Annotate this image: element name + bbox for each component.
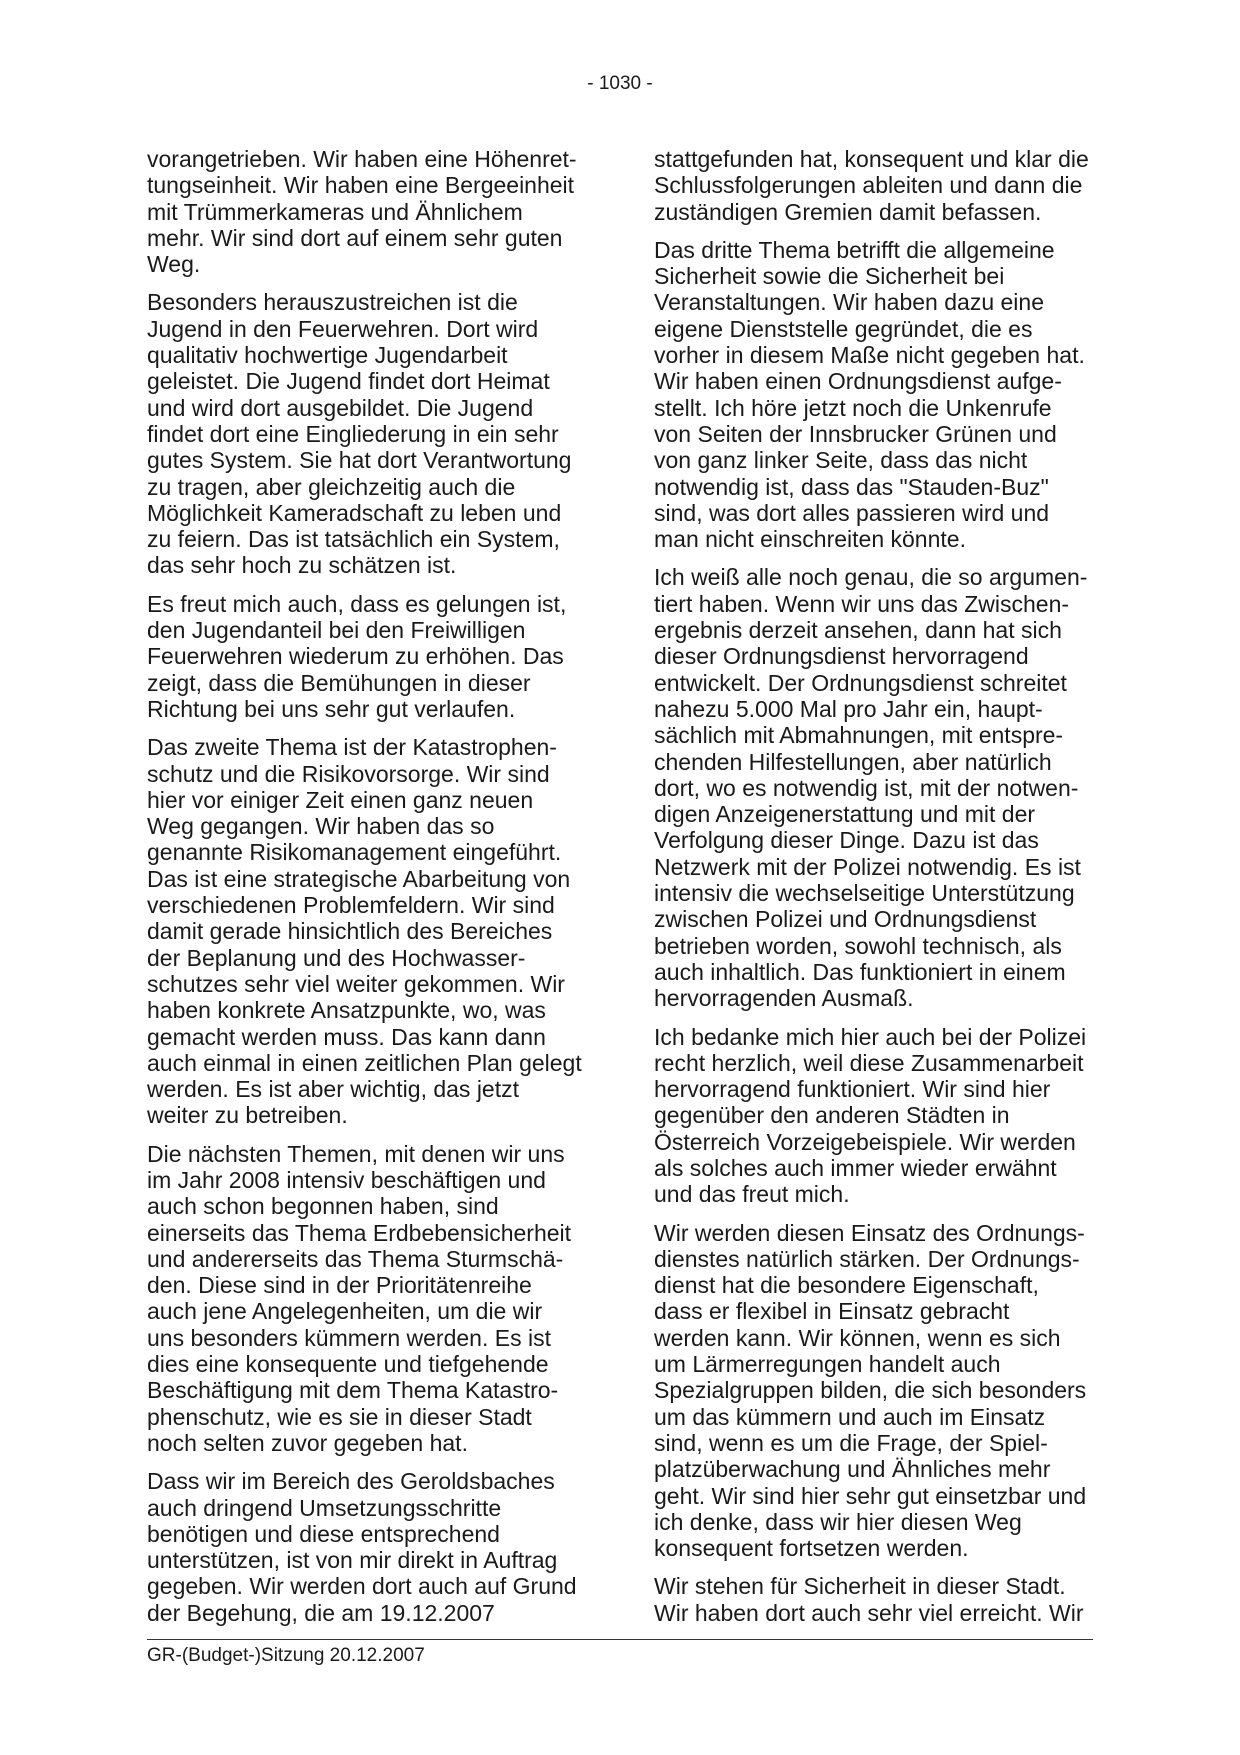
text-line: mehr. Wir sind dort auf einem sehr guten bbox=[147, 224, 563, 251]
text-line: zeigt, dass die Bemühungen in dieser bbox=[147, 669, 531, 696]
text-line: Weg. bbox=[147, 251, 201, 278]
text-line: geht. Wir sind hier sehr gut einsetzbar und bbox=[654, 1482, 1087, 1509]
text-line: notwendig ist, dass das "Stauden-Buz" bbox=[654, 473, 1049, 500]
text-line: werden kann. Wir können, wenn es sich bbox=[654, 1324, 1061, 1351]
text-line: Die nächsten Themen, mit denen wir uns bbox=[147, 1140, 565, 1167]
text-line: tungseinheit. Wir haben eine Bergeeinheit bbox=[147, 172, 575, 199]
text-line: zu tragen, aber gleichzeitig auch die bbox=[147, 473, 516, 500]
text-line: vorangetrieben. Wir haben eine Höhenret- bbox=[147, 146, 577, 172]
text-line: Ich weiß alle noch genau, die so argumen- bbox=[654, 564, 1088, 591]
text-line: Möglichkeit Kameradschaft zu leben und bbox=[147, 499, 562, 526]
text-line: Ich bedanke mich hier auch bei der Polizei bbox=[654, 1023, 1087, 1050]
text-line: stellt. Ich höre jetzt noch die Unkenrufe bbox=[654, 394, 1052, 421]
text-line: schutz und die Risikovorsorge. Wir sind bbox=[147, 760, 550, 787]
text-line: werden. Es ist aber wichtig, das jetzt bbox=[147, 1076, 519, 1103]
text-line: schutzes sehr viel weiter gekommen. Wir bbox=[147, 970, 565, 997]
text-line: zwischen Polizei und Ordnungsdienst bbox=[654, 906, 1037, 933]
text-line: dieser Ordnungsdienst hervorragend bbox=[654, 643, 1029, 670]
text-line: platzüberwachung und Ähnliches mehr bbox=[654, 1456, 1051, 1483]
text-line: um das kümmern und auch im Einsatz bbox=[654, 1403, 1046, 1430]
text-line: eigene Dienststelle gegründet, die es bbox=[654, 315, 1033, 342]
footer-divider bbox=[147, 1639, 1093, 1640]
text-line: Das zweite Thema ist der Katastrophen- bbox=[147, 734, 557, 761]
text-line: Wir haben dort auch sehr viel erreicht. Wir bbox=[654, 1599, 1084, 1626]
text-line: hier vor einiger Zeit einen ganz neuen bbox=[147, 786, 534, 813]
text-line: Sicherheit sowie die Sicherheit bei bbox=[654, 263, 1005, 290]
text-line: und das freut mich. bbox=[654, 1181, 850, 1208]
text-line: im Jahr 2008 intensiv beschäftigen und bbox=[147, 1166, 546, 1193]
text-line: dies eine konsequente und tiefgehende bbox=[147, 1351, 549, 1378]
text-line: stattgefunden hat, konsequent und klar die bbox=[654, 146, 1089, 172]
text-line: betrieben worden, sowohl technisch, als bbox=[654, 932, 1062, 959]
footer-text: GR-(Budget-)Sitzung 20.12.2007 bbox=[147, 1645, 425, 1666]
text-line: gemacht werden muss. Das kann dann bbox=[147, 1023, 546, 1050]
text-line: damit gerade hinsichtlich des Bereiches bbox=[147, 918, 553, 945]
text-line: von Seiten der Innsbrucker Grünen und bbox=[654, 420, 1057, 447]
text-line: vorher in diesem Maße nicht gegeben hat. bbox=[654, 342, 1085, 369]
text-line: dass er flexibel in Einsatz gebracht bbox=[654, 1298, 1010, 1325]
paragraph bbox=[147, 146, 602, 277]
text-line: Feuerwehren wiederum zu erhöhen. Das bbox=[147, 643, 564, 670]
text-line: Spezialgruppen bilden, die sich besonders bbox=[654, 1377, 1087, 1404]
text-line: haben konkrete Ansatzpunkte, wo, was bbox=[147, 997, 546, 1024]
text-line: sind, wenn es um die Frage, der Spiel- bbox=[654, 1429, 1048, 1456]
text-line: einerseits das Thema Erdbebensicherheit bbox=[147, 1219, 572, 1246]
paragraph bbox=[654, 1220, 1109, 1562]
text-line: Richtung bei uns sehr gut verlaufen. bbox=[147, 695, 516, 722]
text-line: hervorragenden Ausmaß. bbox=[654, 985, 914, 1012]
text-line: Wir haben einen Ordnungsdienst aufge- bbox=[654, 368, 1062, 395]
text-line: sächlich mit Abmahnungen, mit entspre- bbox=[654, 722, 1064, 749]
text-line: Weg gegangen. Wir haben das so bbox=[147, 813, 495, 840]
text-line: auch schon begonnen haben, sind bbox=[147, 1193, 499, 1220]
text-line: der Beplanung und des Hochwasser- bbox=[147, 944, 526, 971]
text-line: unterstützen, ist von mir direkt in Auftrag bbox=[147, 1547, 558, 1574]
text-line: man nicht einschreiten könnte. bbox=[654, 526, 966, 553]
text-line: uns besonders kümmern werden. Es ist bbox=[147, 1324, 551, 1351]
text-line: auch jene Angelegenheiten, um die wir bbox=[147, 1298, 543, 1325]
text-line: Das ist eine strategische Abarbeitung von bbox=[147, 865, 571, 892]
page-number: - 1030 - bbox=[587, 73, 653, 94]
text-line: gutes System. Sie hat dort Verantwortung bbox=[147, 447, 572, 474]
text-line: Besonders herauszustreichen ist die bbox=[147, 289, 518, 316]
text-line: den Jugendanteil bei den Freiwilligen bbox=[147, 617, 526, 644]
text-line: Veranstaltungen. Wir haben dazu eine bbox=[654, 289, 1044, 316]
text-line: Jugend in den Feuerwehren. Dort wird bbox=[147, 315, 539, 342]
text-line: und andererseits das Thema Sturmschä- bbox=[147, 1245, 564, 1272]
text-line: zu feiern. Das ist tatsächlich ein System, bbox=[147, 526, 560, 553]
paragraph bbox=[654, 1024, 1109, 1208]
text-line: Schlussfolgerungen ableiten und dann die bbox=[654, 172, 1083, 199]
text-line: ergebnis derzeit ansehen, dann hat sich bbox=[654, 617, 1062, 644]
text-line: weiter zu betreiben. bbox=[147, 1102, 348, 1129]
paragraph bbox=[654, 564, 1109, 1011]
text-line: noch selten zuvor gegeben hat. bbox=[147, 1429, 468, 1456]
text-line: gegenüber den anderen Städten in bbox=[654, 1102, 1010, 1129]
paragraph bbox=[147, 289, 602, 578]
text-line: dienstes natürlich stärken. Der Ordnungs- bbox=[654, 1245, 1080, 1272]
text-line: der Begehung, die am 19.12.2007 bbox=[147, 1599, 495, 1626]
text-line: entwickelt. Der Ordnungsdienst schreitet bbox=[654, 669, 1067, 696]
right-column bbox=[654, 146, 1109, 1638]
text-line: Wir werden diesen Einsatz des Ordnungs- bbox=[654, 1219, 1085, 1246]
paragraph bbox=[654, 146, 1109, 225]
text-line: dort, wo es notwendig ist, mit der notwen- bbox=[654, 774, 1079, 801]
text-line: phenschutz, wie es sie in dieser Stadt bbox=[147, 1403, 532, 1430]
text-line: Österreich Vorzeigebeispiele. Wir werden bbox=[654, 1128, 1076, 1155]
text-line: konsequent fortsetzen werden. bbox=[654, 1535, 969, 1562]
text-line: findet dort eine Eingliederung in ein sehr bbox=[147, 420, 559, 447]
paragraph bbox=[147, 591, 602, 722]
text-line: um Lärmerregungen handelt auch bbox=[654, 1351, 1001, 1378]
paragraph bbox=[147, 734, 602, 1128]
text-line: genannte Risikomanagement eingeführt. bbox=[147, 839, 562, 866]
text-line: auch dringend Umsetzungsschritte bbox=[147, 1494, 502, 1521]
text-line: nahezu 5.000 Mal pro Jahr ein, haupt- bbox=[654, 695, 1043, 722]
text-line: und wird dort ausgebildet. Die Jugend bbox=[147, 394, 534, 421]
text-line: Beschäftigung mit dem Thema Katastro- bbox=[147, 1377, 559, 1404]
text-line: Netzwerk mit der Polizei notwendig. Es ist bbox=[654, 853, 1081, 880]
paragraph bbox=[654, 1573, 1109, 1626]
text-line: das sehr hoch zu schätzen ist. bbox=[147, 552, 457, 579]
text-line: digen Anzeigenerstattung und mit der bbox=[654, 801, 1036, 828]
text-line: tiert haben. Wenn wir uns das Zwischen- bbox=[654, 590, 1070, 617]
text-line: Wir stehen für Sicherheit in dieser Stadt. bbox=[654, 1573, 1066, 1600]
text-line: intensiv die wechselseitige Unterstützung bbox=[654, 880, 1075, 907]
text-line: benötigen und diese entsprechend bbox=[147, 1520, 500, 1547]
text-line: dienst hat die besondere Eigenschaft, bbox=[654, 1272, 1039, 1299]
text-line: recht herzlich, weil diese Zusammenarbeit bbox=[654, 1049, 1084, 1076]
paragraph bbox=[147, 1468, 602, 1626]
text-line: gegeben. Wir werden dort auch auf Grund bbox=[147, 1573, 577, 1600]
text-line: verschiedenen Problemfeldern. Wir sind bbox=[147, 892, 555, 919]
text-line: geleistet. Die Jugend findet dort Heimat bbox=[147, 368, 550, 395]
paragraph bbox=[147, 1141, 602, 1457]
text-line: als solches auch immer wieder erwähnt bbox=[654, 1154, 1057, 1181]
left-column bbox=[147, 146, 602, 1638]
text-line: Es freut mich auch, dass es gelungen ist, bbox=[147, 590, 567, 617]
text-line: ich denke, dass wir hier diesen Weg bbox=[654, 1508, 1022, 1535]
text-line: chenden Hilfestellungen, aber natürlich bbox=[654, 748, 1052, 775]
text-line: mit Trümmerkameras und Ähnlichem bbox=[147, 198, 523, 225]
text-line: auch inhaltlich. Das funktioniert in einem bbox=[654, 958, 1066, 985]
text-line: sind, was dort alles passieren wird und bbox=[654, 499, 1050, 526]
text-line: auch einmal in einen zeitlichen Plan gelegt bbox=[147, 1049, 582, 1076]
text-line: hervorragend funktioniert. Wir sind hier bbox=[654, 1076, 1051, 1103]
text-line: Das dritte Thema betrifft die allgemeine bbox=[654, 236, 1055, 263]
text-line: Verfolgung dieser Dinge. Dazu ist das bbox=[654, 827, 1039, 854]
paragraph bbox=[654, 237, 1109, 553]
text-line: den. Diese sind in der Prioritätenreihe bbox=[147, 1272, 532, 1299]
text-line: von ganz linker Seite, dass das nicht bbox=[654, 447, 1028, 474]
text-line: Dass wir im Bereich des Geroldsbaches bbox=[147, 1468, 555, 1495]
text-line: qualitativ hochwertige Jugendarbeit bbox=[147, 342, 508, 369]
text-line: zuständigen Gremien damit befassen. bbox=[654, 198, 1042, 225]
